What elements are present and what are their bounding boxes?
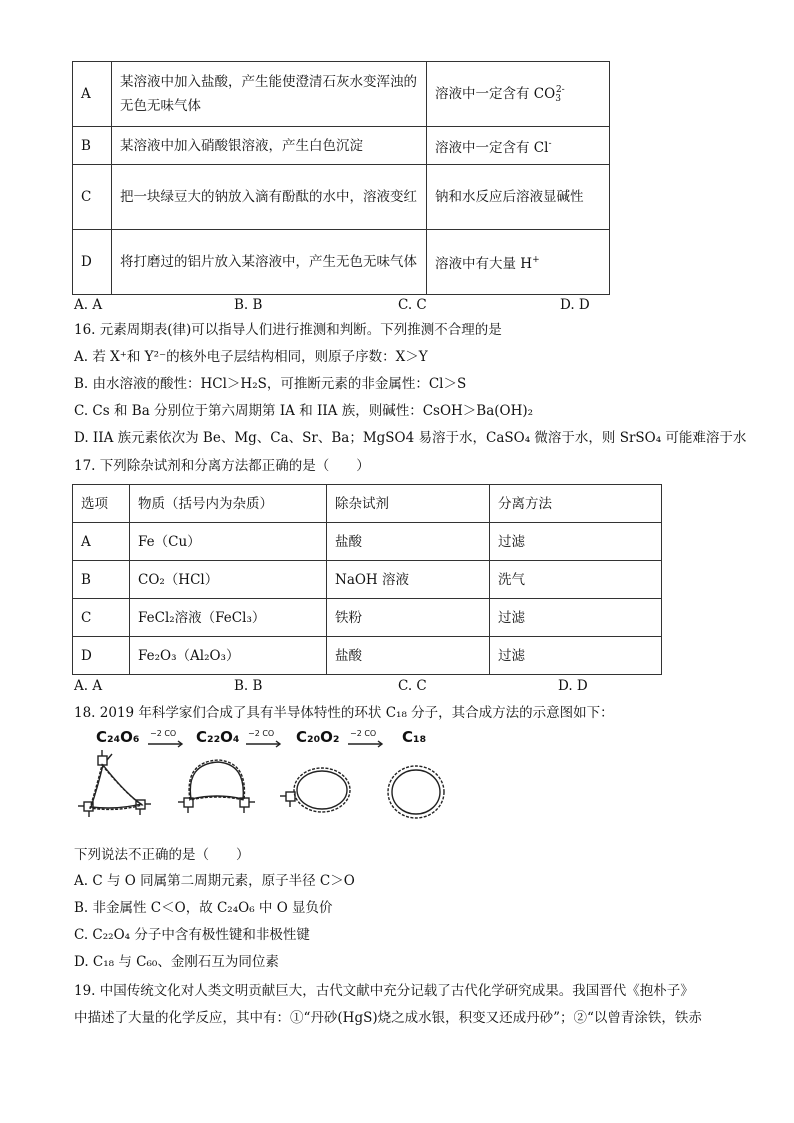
arrow-label: −2 CO xyxy=(150,729,177,738)
q18-option-a: A. C 与 O 同属第二周期元素，原子半径 C＞O xyxy=(74,873,355,889)
table-cell: Fe（Cu） xyxy=(130,523,327,561)
row-desc: 某溶液中加入盐酸，产生能使澄清石灰水变浑浊的无色无味气体 xyxy=(112,62,427,127)
row-desc: 将打磨过的铝片放入某溶液中，产生无色无味气体 xyxy=(112,230,427,295)
table-cell: FeCl₂溶液（FeCl₃） xyxy=(130,599,327,637)
q18-stem: 18. 2019 年科学家们合成了具有半导体特性的环状 C₁₈ 分子，其合成方法的示意图如下： xyxy=(74,705,614,721)
table-cell: D xyxy=(73,637,130,675)
header-cell: 物质（括号内为杂质） xyxy=(130,485,327,523)
row-label: C xyxy=(73,165,112,230)
formula-c22o4: C₂₂O₄ xyxy=(196,728,240,746)
row-desc: 某溶液中加入硝酸银溶液，产生白色沉淀 xyxy=(112,127,427,165)
q18-option-d: D. C₁₈ 与 C₆₀、金刚石互为同位素 xyxy=(74,954,279,970)
row-desc: 把一块绿豆大的钠放入滴有酚酞的水中，溶液变红 xyxy=(112,165,427,230)
row-conclusion: 溶液中有大量 H+ xyxy=(427,230,610,295)
option-c: C. C xyxy=(398,297,427,313)
row-conclusion: 溶液中一定含有 $CO_3^{2-}$ xyxy=(427,62,610,127)
q16-option-d: D. IIA 族元素依次为 Be、Mg、Ca、Sr、Ba；MgSO4 易溶于水，CaSO₄ 微溶于水，则 SrSO₄ 可能难溶于水 xyxy=(74,430,747,446)
table-cell: 洗气 xyxy=(490,561,662,599)
table-cell: 过滤 xyxy=(490,523,662,561)
formula-c24o6: C₂₄O₆ xyxy=(96,728,140,746)
q18-question: 下列说法不正确的是（ ） xyxy=(74,847,250,863)
formula-c18: C₁₈ xyxy=(402,728,427,746)
q15-table xyxy=(72,61,610,295)
option-b: B. B xyxy=(234,297,263,313)
q16-stem: 16. 元素周期表(律)可以指导人们进行推测和判断。下列推测不合理的是 xyxy=(74,322,502,338)
q18-option-c: C. C₂₂O₄ 分子中含有极性键和非极性键 xyxy=(74,927,310,943)
table-cell: 盐酸 xyxy=(327,523,490,561)
option-d: D. D xyxy=(558,678,588,694)
q16-option-b: B. 由水溶液的酸性：HCl＞H₂S，可推断元素的非金属性：Cl＞S xyxy=(74,376,467,392)
header-cell: 除杂试剂 xyxy=(327,485,490,523)
arrow-label: −2 CO xyxy=(350,729,377,738)
arrow-label: −2 CO xyxy=(248,729,275,738)
formula-c20o2: C₂₀O₂ xyxy=(296,728,340,746)
table-cell: Fe₂O₃（Al₂O₃） xyxy=(130,637,327,675)
option-c: C. C xyxy=(398,678,427,694)
table-cell: NaOH 溶液 xyxy=(327,561,490,599)
table-cell: 过滤 xyxy=(490,637,662,675)
option-a: A. A xyxy=(74,678,103,694)
option-b: B. B xyxy=(234,678,263,694)
table-cell: 盐酸 xyxy=(327,637,490,675)
q19-line1: 19. 中国传统文化对人类文明贡献巨大，古代文献中充分记载了古代化学研究成果。我国晋代《抱朴子》 xyxy=(74,983,694,999)
header-cell: 分离方法 xyxy=(490,485,662,523)
table-cell: C xyxy=(73,599,130,637)
q17-stem: 17. 下列除杂试剂和分离方法都正确的是（ ） xyxy=(74,458,370,474)
q19-line2: 中描述了大量的化学反应，其中有：①“丹砂(HgS)烧之成水银，积变又还成丹砂”；②“以曾青涂铁，铁赤 xyxy=(74,1010,702,1026)
q18-option-b: B. 非金属性 C＜O，故 C₂₄O₆ 中 O 显负价 xyxy=(74,900,333,916)
table-cell: B xyxy=(73,561,130,599)
table-cell: CO₂（HCl） xyxy=(130,561,327,599)
q17-table xyxy=(72,484,662,675)
synthesis-diagram xyxy=(72,740,452,840)
table-cell: 铁粉 xyxy=(327,599,490,637)
row-label: A xyxy=(73,62,112,127)
row-conclusion: 溶液中一定含有 Cl- xyxy=(427,127,610,165)
option-d: D. D xyxy=(560,297,590,313)
row-label: D xyxy=(73,230,112,295)
header-cell: 选项 xyxy=(73,485,130,523)
q16-option-a: A. 若 X⁺和 Y²⁻的核外电子层结构相同，则原子序数：X＞Y xyxy=(74,349,428,365)
row-label: B xyxy=(73,127,112,165)
option-a: A. A xyxy=(74,297,103,313)
row-conclusion: 钠和水反应后溶液显碱性 xyxy=(427,165,610,230)
q16-option-c: C. Cs 和 Ba 分别位于第六周期第 IA 和 IIA 族，则碱性：CsOH＞Ba(OH)₂ xyxy=(74,403,534,419)
table-cell: 过滤 xyxy=(490,599,662,637)
table-cell: A xyxy=(73,523,130,561)
